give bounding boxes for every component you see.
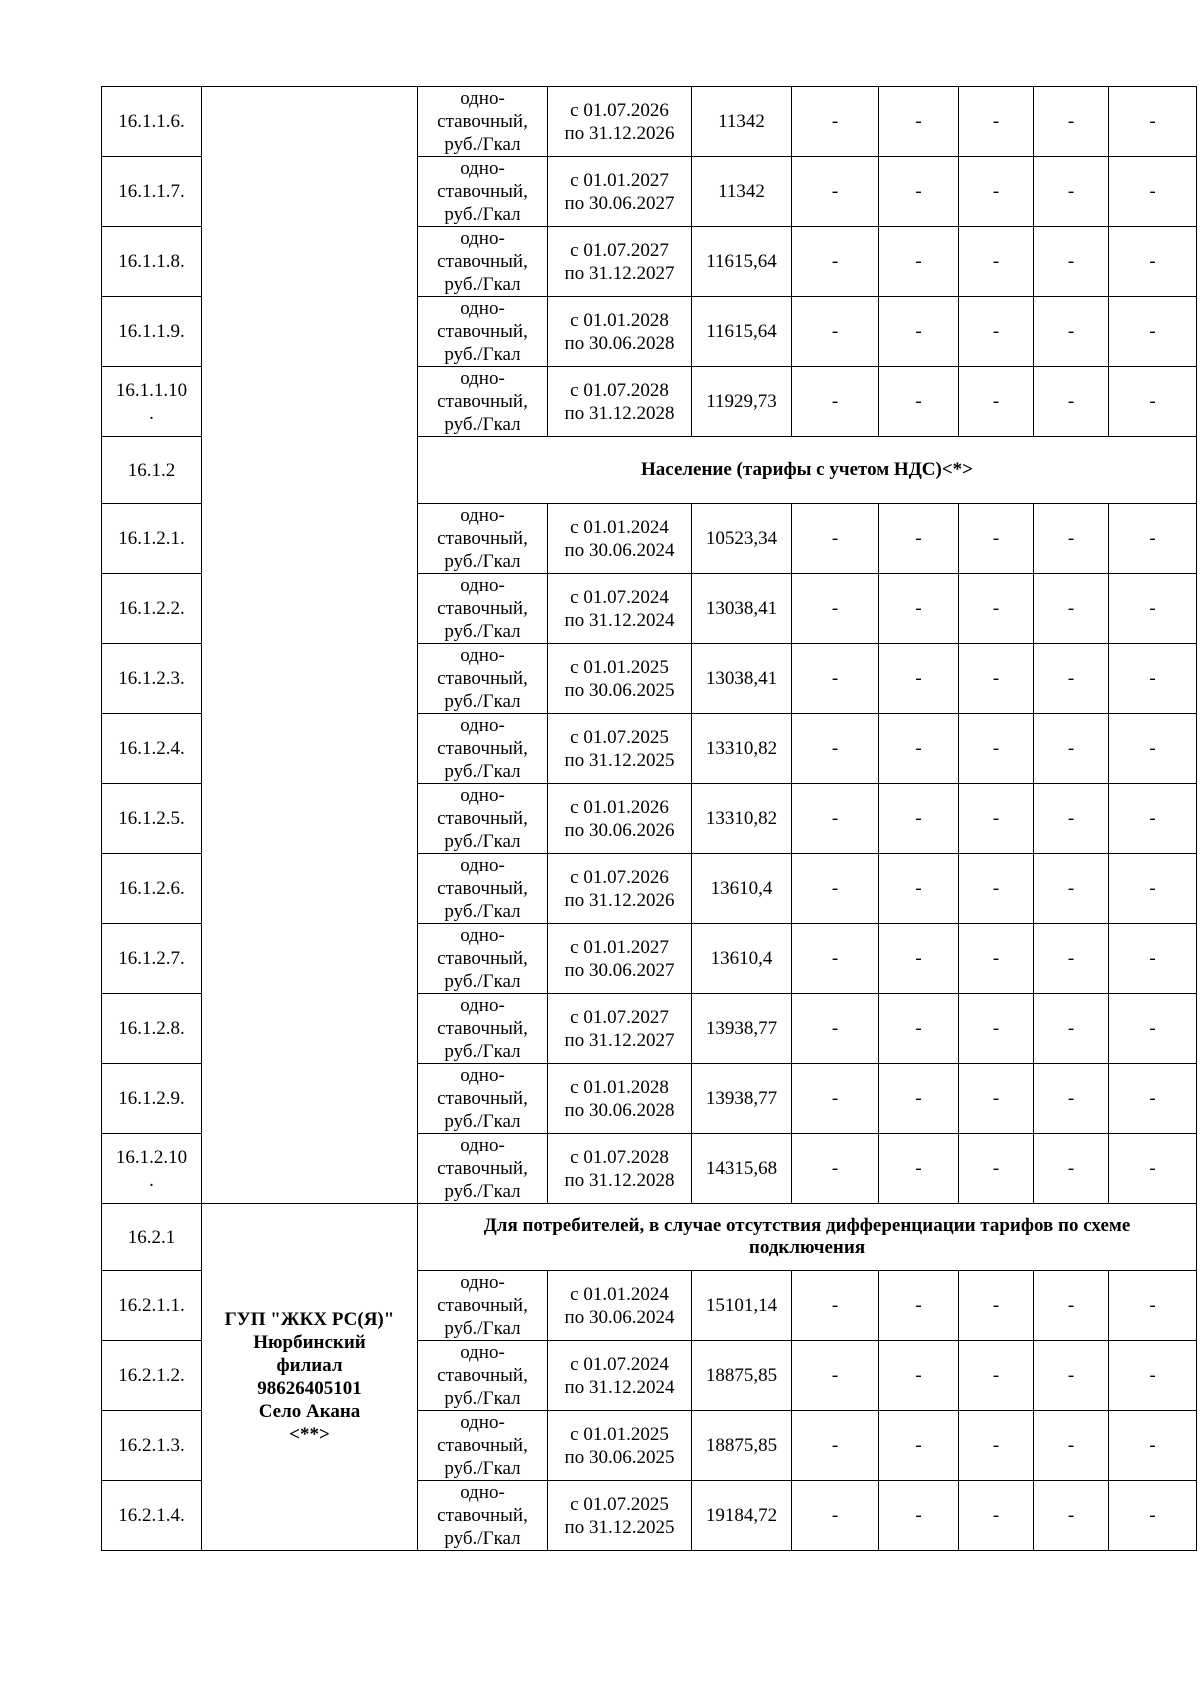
tariff-type (418, 1134, 548, 1204)
empty-value: - (792, 367, 879, 437)
empty-value: - (879, 157, 959, 227)
tariff-type (418, 924, 548, 994)
tariff-type-line: одно- (460, 368, 505, 389)
tariff-type-line: одно- (460, 785, 505, 806)
empty-value: - (879, 644, 959, 714)
tariff-type (418, 714, 548, 784)
tariff-type-line: ставочный, (437, 878, 528, 899)
tariff-period-line: по 30.06.2028 (564, 1099, 675, 1121)
tariff-value: 13938,77 (692, 1064, 792, 1134)
empty-value: - (1034, 854, 1109, 924)
tariff-type-line: руб./Гкал (444, 1041, 521, 1062)
tariff-type-line: руб./Гкал (444, 1318, 521, 1339)
empty-value: - (1109, 644, 1197, 714)
empty-value: - (879, 504, 959, 574)
empty-value: - (1109, 1134, 1197, 1204)
empty-value: - (1109, 924, 1197, 994)
tariff-type (418, 644, 548, 714)
tariff-period-line: по 31.12.2026 (564, 889, 675, 911)
tariff-period-line: по 31.12.2025 (564, 749, 675, 771)
group-title (418, 437, 1197, 504)
tariff-value: 13610,4 (692, 924, 792, 994)
tariff-type-line: ставочный, (437, 1435, 528, 1456)
tariff-period-line: с 01.07.2028 (570, 1146, 669, 1168)
tariff-type-line: одно- (460, 1482, 505, 1503)
tariff-type-line: одно- (460, 1065, 505, 1086)
empty-value: - (1034, 87, 1109, 157)
tariff-type-line: руб./Гкал (444, 274, 521, 295)
tariff-period-line: по 30.06.2027 (564, 959, 675, 981)
tariff-period-line: по 31.12.2027 (564, 262, 675, 284)
tariff-period-line: с 01.01.2025 (570, 656, 669, 678)
organization-line: Нюрбинский (253, 1332, 366, 1353)
empty-value: - (792, 924, 879, 994)
empty-value: - (959, 1271, 1034, 1341)
tariff-period-line: с 01.01.2028 (570, 309, 669, 331)
empty-value: - (1034, 924, 1109, 994)
empty-value: - (1034, 297, 1109, 367)
tariff-period (548, 924, 692, 994)
row-number: 16.1.2.6. (102, 854, 202, 924)
row-number: 16.1.1.6. (102, 87, 202, 157)
tariff-type (418, 1064, 548, 1134)
tariff-type-line: ставочный, (437, 1158, 528, 1179)
tariff-period (548, 1341, 692, 1411)
tariff-value: 19184,72 (692, 1481, 792, 1551)
row-number: 16.1.1.7. (102, 157, 202, 227)
tariff-period-line: по 30.06.2025 (564, 1446, 675, 1468)
tariff-period-line: с 01.07.2024 (570, 1353, 669, 1375)
empty-value: - (792, 1341, 879, 1411)
tariff-period-line: с 01.07.2026 (570, 866, 669, 888)
empty-value: - (792, 157, 879, 227)
group-title-line: подключения (748, 1237, 866, 1258)
tariff-type-line: руб./Гкал (444, 344, 521, 365)
empty-value: - (959, 227, 1034, 297)
tariff-value: 11615,64 (692, 297, 792, 367)
empty-value: - (1034, 504, 1109, 574)
tariff-type-line: ставочный, (437, 181, 528, 202)
tariff-period-line: по 31.12.2025 (564, 1516, 675, 1538)
row-number: 16.1.1.8. (102, 227, 202, 297)
tariff-period (548, 854, 692, 924)
tariff-period (548, 1271, 692, 1341)
tariff-period-line: с 01.01.2024 (570, 516, 669, 538)
tariff-table (101, 86, 1197, 1551)
tariff-period (548, 1064, 692, 1134)
empty-value: - (1109, 227, 1197, 297)
tariff-type-line: одно- (460, 715, 505, 736)
tariff-type-line: одно- (460, 995, 505, 1016)
organization-line: ГУП "ЖКХ РС(Я)" (224, 1309, 395, 1330)
tariff-period (548, 87, 692, 157)
group-title-line: Население (тарифы с учетом НДС)<*> (641, 459, 973, 480)
empty-value: - (879, 924, 959, 994)
group-title (418, 1204, 1197, 1271)
group-title-line: Для потребителей, в случае отсутствия дифференциации тарифов по схеме (483, 1215, 1131, 1236)
tariff-period-line: по 31.12.2024 (564, 609, 675, 631)
tariff-period-line: с 01.07.2025 (570, 726, 669, 748)
empty-value: - (879, 854, 959, 924)
empty-value: - (879, 784, 959, 854)
empty-value: - (959, 1064, 1034, 1134)
tariff-period-line: с 01.07.2027 (570, 1006, 669, 1028)
row-number-line: . (149, 402, 154, 424)
tariff-type-line: руб./Гкал (444, 971, 521, 992)
tariff-period-line: по 30.06.2024 (564, 539, 675, 561)
tariff-period (548, 367, 692, 437)
tariff-type-line: ставочный, (437, 111, 528, 132)
tariff-type-line: одно- (460, 925, 505, 946)
row-number: 16.1.2.8. (102, 994, 202, 1064)
tariff-period-line: с 01.07.2025 (570, 1493, 669, 1515)
tariff-period (548, 157, 692, 227)
row-number: 16.2.1.3. (102, 1411, 202, 1481)
row-number (102, 367, 202, 437)
row-number: 16.1.2.9. (102, 1064, 202, 1134)
tariff-type (418, 1481, 548, 1551)
group-header-row (102, 1204, 1197, 1271)
tariff-type-line: одно- (460, 645, 505, 666)
tariff-type-line: ставочный, (437, 948, 528, 969)
tariff-period (548, 714, 692, 784)
tariff-type (418, 574, 548, 644)
empty-value: - (792, 1481, 879, 1551)
empty-value: - (879, 1481, 959, 1551)
empty-value: - (1034, 1341, 1109, 1411)
tariff-period-line: с 01.07.2027 (570, 239, 669, 261)
empty-value: - (879, 367, 959, 437)
tariff-type-line: руб./Гкал (444, 691, 521, 712)
row-number: 16.1.2.1. (102, 504, 202, 574)
empty-value: - (1109, 994, 1197, 1064)
tariff-period-line: по 30.06.2028 (564, 332, 675, 354)
tariff-period-line: по 30.06.2024 (564, 1306, 675, 1328)
empty-value: - (1109, 367, 1197, 437)
tariff-period-line: с 01.07.2026 (570, 99, 669, 121)
tariff-type (418, 994, 548, 1064)
tariff-type-line: одно- (460, 1272, 505, 1293)
tariff-type (418, 1411, 548, 1481)
tariff-type-line: руб./Гкал (444, 1181, 521, 1202)
tariff-type (418, 854, 548, 924)
tariff-type (418, 367, 548, 437)
tariff-period-line: с 01.01.2027 (570, 936, 669, 958)
tariff-period (548, 1411, 692, 1481)
empty-value: - (1034, 1481, 1109, 1551)
tariff-type (418, 227, 548, 297)
empty-value: - (879, 1411, 959, 1481)
empty-value: - (1109, 574, 1197, 644)
organization-line: филиал (276, 1355, 343, 1376)
tariff-type-line: руб./Гкал (444, 134, 521, 155)
empty-value: - (1034, 1411, 1109, 1481)
empty-value: - (792, 1064, 879, 1134)
tariff-period (548, 574, 692, 644)
empty-value: - (792, 504, 879, 574)
tariff-value: 18875,85 (692, 1411, 792, 1481)
empty-value: - (959, 854, 1034, 924)
tariff-type-line: одно- (460, 855, 505, 876)
tariff-value: 18875,85 (692, 1341, 792, 1411)
empty-value: - (959, 1134, 1034, 1204)
empty-value: - (1034, 994, 1109, 1064)
tariff-type-line: руб./Гкал (444, 551, 521, 572)
row-number-line: 16.1.2.10 (115, 1146, 188, 1168)
tariff-type (418, 1271, 548, 1341)
empty-value: - (1034, 367, 1109, 437)
tariff-type-line: руб./Гкал (444, 414, 521, 435)
tariff-period (548, 1134, 692, 1204)
tariff-period-line: с 01.07.2024 (570, 586, 669, 608)
row-number: 16.1.2.5. (102, 784, 202, 854)
tariff-type-line: руб./Гкал (444, 761, 521, 782)
empty-value: - (1034, 227, 1109, 297)
organization-blank-cell (202, 87, 418, 1204)
tariff-type (418, 297, 548, 367)
empty-value: - (1034, 1134, 1109, 1204)
empty-value: - (792, 1411, 879, 1481)
tariff-type-line: руб./Гкал (444, 1458, 521, 1479)
tariff-type-line: ставочный, (437, 321, 528, 342)
tariff-value: 15101,14 (692, 1271, 792, 1341)
tariff-value: 13310,82 (692, 784, 792, 854)
tariff-type-line: ставочный, (437, 1088, 528, 1109)
empty-value: - (1109, 504, 1197, 574)
empty-value: - (879, 297, 959, 367)
tariff-period (548, 227, 692, 297)
tariff-period-line: по 30.06.2026 (564, 819, 675, 841)
tariff-period-line: по 31.12.2028 (564, 1169, 675, 1191)
empty-value: - (1109, 784, 1197, 854)
empty-value: - (1109, 854, 1197, 924)
empty-value: - (959, 504, 1034, 574)
tariff-value: 13310,82 (692, 714, 792, 784)
empty-value: - (792, 994, 879, 1064)
row-number: 16.1.2.7. (102, 924, 202, 994)
empty-value: - (879, 1341, 959, 1411)
empty-value: - (959, 714, 1034, 784)
tariff-type-line: руб./Гкал (444, 1111, 521, 1132)
tariff-period-line: по 30.06.2025 (564, 679, 675, 701)
empty-value: - (792, 1134, 879, 1204)
tariff-type-line: руб./Гкал (444, 901, 521, 922)
empty-value: - (1034, 1064, 1109, 1134)
tariff-period (548, 297, 692, 367)
tariff-type-line: ставочный, (437, 808, 528, 829)
empty-value: - (1109, 1341, 1197, 1411)
empty-value: - (792, 297, 879, 367)
empty-value: - (792, 644, 879, 714)
organization-line: 98626405101 (257, 1378, 362, 1399)
empty-value: - (792, 87, 879, 157)
empty-value: - (879, 1134, 959, 1204)
tariff-period-line: с 01.07.2028 (570, 379, 669, 401)
tariff-value: 13038,41 (692, 574, 792, 644)
tariff-type-line: одно- (460, 505, 505, 526)
tariff-type-line: одно- (460, 228, 505, 249)
tariff-period (548, 644, 692, 714)
tariff-type-line: одно- (460, 298, 505, 319)
empty-value: - (1034, 157, 1109, 227)
empty-value: - (1109, 297, 1197, 367)
tariff-type-line: одно- (460, 1412, 505, 1433)
tariff-type-line: ставочный, (437, 1018, 528, 1039)
tariff-period (548, 784, 692, 854)
empty-value: - (1109, 714, 1197, 784)
tariff-type-line: руб./Гкал (444, 1528, 521, 1549)
tariff-type-line: руб./Гкал (444, 1388, 521, 1409)
tariff-period-line: с 01.01.2027 (570, 169, 669, 191)
organization-line: <**> (289, 1424, 330, 1445)
tariff-value: 11342 (692, 157, 792, 227)
tariff-type-line: ставочный, (437, 598, 528, 619)
tariff-value: 13038,41 (692, 644, 792, 714)
empty-value: - (879, 714, 959, 784)
empty-value: - (1109, 157, 1197, 227)
tariff-type-line: руб./Гкал (444, 204, 521, 225)
tariff-type-line: ставочный, (437, 1365, 528, 1386)
empty-value: - (792, 784, 879, 854)
empty-value: - (1109, 1271, 1197, 1341)
tariff-value: 14315,68 (692, 1134, 792, 1204)
tariff-value: 13938,77 (692, 994, 792, 1064)
tariff-type-line: ставочный, (437, 1295, 528, 1316)
empty-value: - (959, 994, 1034, 1064)
tariff-type-line: одно- (460, 88, 505, 109)
row-number (102, 1134, 202, 1204)
empty-value: - (879, 1271, 959, 1341)
row-number: 16.2.1.1. (102, 1271, 202, 1341)
tariff-period-line: по 31.12.2027 (564, 1029, 675, 1051)
empty-value: - (879, 1064, 959, 1134)
empty-value: - (879, 87, 959, 157)
empty-value: - (1109, 1411, 1197, 1481)
tariff-type-line: руб./Гкал (444, 831, 521, 852)
row-number-line: 16.1.1.10 (115, 379, 188, 401)
tariff-value: 11615,64 (692, 227, 792, 297)
tariff-period (548, 994, 692, 1064)
empty-value: - (879, 227, 959, 297)
group-number: 16.2.1 (102, 1204, 202, 1271)
organization-cell (202, 1204, 418, 1551)
tariff-type (418, 157, 548, 227)
tariff-period (548, 504, 692, 574)
empty-value: - (879, 574, 959, 644)
row-number: 16.2.1.4. (102, 1481, 202, 1551)
empty-value: - (792, 574, 879, 644)
tariff-type-line: одно- (460, 158, 505, 179)
empty-value: - (959, 1481, 1034, 1551)
empty-value: - (959, 924, 1034, 994)
empty-value: - (959, 574, 1034, 644)
empty-value: - (1034, 784, 1109, 854)
empty-value: - (959, 644, 1034, 714)
empty-value: - (959, 1411, 1034, 1481)
empty-value: - (792, 714, 879, 784)
tariff-type-line: ставочный, (437, 391, 528, 412)
row-number: 16.1.1.9. (102, 297, 202, 367)
tariff-period-line: с 01.01.2024 (570, 1283, 669, 1305)
tariff-value: 13610,4 (692, 854, 792, 924)
tariff-value: 11929,73 (692, 367, 792, 437)
tariff-period-line: по 31.12.2026 (564, 122, 675, 144)
tariff-type-line: ставочный, (437, 668, 528, 689)
tariff-type-line: одно- (460, 575, 505, 596)
empty-value: - (959, 157, 1034, 227)
tariff-type-line: одно- (460, 1342, 505, 1363)
empty-value: - (1034, 714, 1109, 784)
empty-value: - (792, 1271, 879, 1341)
empty-value: - (959, 367, 1034, 437)
empty-value: - (1109, 1481, 1197, 1551)
tariff-type-line: руб./Гкал (444, 621, 521, 642)
tariff-type-line: ставочный, (437, 528, 528, 549)
row-number: 16.2.1.2. (102, 1341, 202, 1411)
empty-value: - (1109, 87, 1197, 157)
tariff-type (418, 1341, 548, 1411)
tariff-period-line: с 01.01.2028 (570, 1076, 669, 1098)
tariff-period-line: по 31.12.2028 (564, 402, 675, 424)
empty-value: - (879, 994, 959, 1064)
tariff-table-body (102, 87, 1197, 1551)
empty-value: - (959, 297, 1034, 367)
empty-value: - (1034, 1271, 1109, 1341)
tariff-type-line: одно- (460, 1135, 505, 1156)
organization-line: Село Акана (258, 1401, 361, 1422)
tariff-period (548, 1481, 692, 1551)
tariff-type (418, 784, 548, 854)
tariff-period-line: по 30.06.2027 (564, 192, 675, 214)
tariff-type (418, 87, 548, 157)
tariff-period-line: с 01.01.2025 (570, 1423, 669, 1445)
row-number: 16.1.2.2. (102, 574, 202, 644)
tariff-period-line: по 31.12.2024 (564, 1376, 675, 1398)
tariff-value: 11342 (692, 87, 792, 157)
row-number: 16.1.2.3. (102, 644, 202, 714)
empty-value: - (959, 1341, 1034, 1411)
row-number: 16.1.2.4. (102, 714, 202, 784)
group-number: 16.1.2 (102, 437, 202, 504)
empty-value: - (959, 784, 1034, 854)
tariff-period-line: с 01.01.2026 (570, 796, 669, 818)
empty-value: - (959, 87, 1034, 157)
tariff-value: 10523,34 (692, 504, 792, 574)
empty-value: - (1034, 574, 1109, 644)
empty-value: - (792, 854, 879, 924)
tariff-type (418, 504, 548, 574)
tariff-type-line: ставочный, (437, 251, 528, 272)
empty-value: - (1109, 1064, 1197, 1134)
row-number-line: . (149, 1169, 154, 1191)
empty-value: - (1034, 644, 1109, 714)
empty-value: - (792, 227, 879, 297)
table-row (102, 87, 1197, 157)
tariff-type-line: ставочный, (437, 738, 528, 759)
tariff-type-line: ставочный, (437, 1505, 528, 1526)
